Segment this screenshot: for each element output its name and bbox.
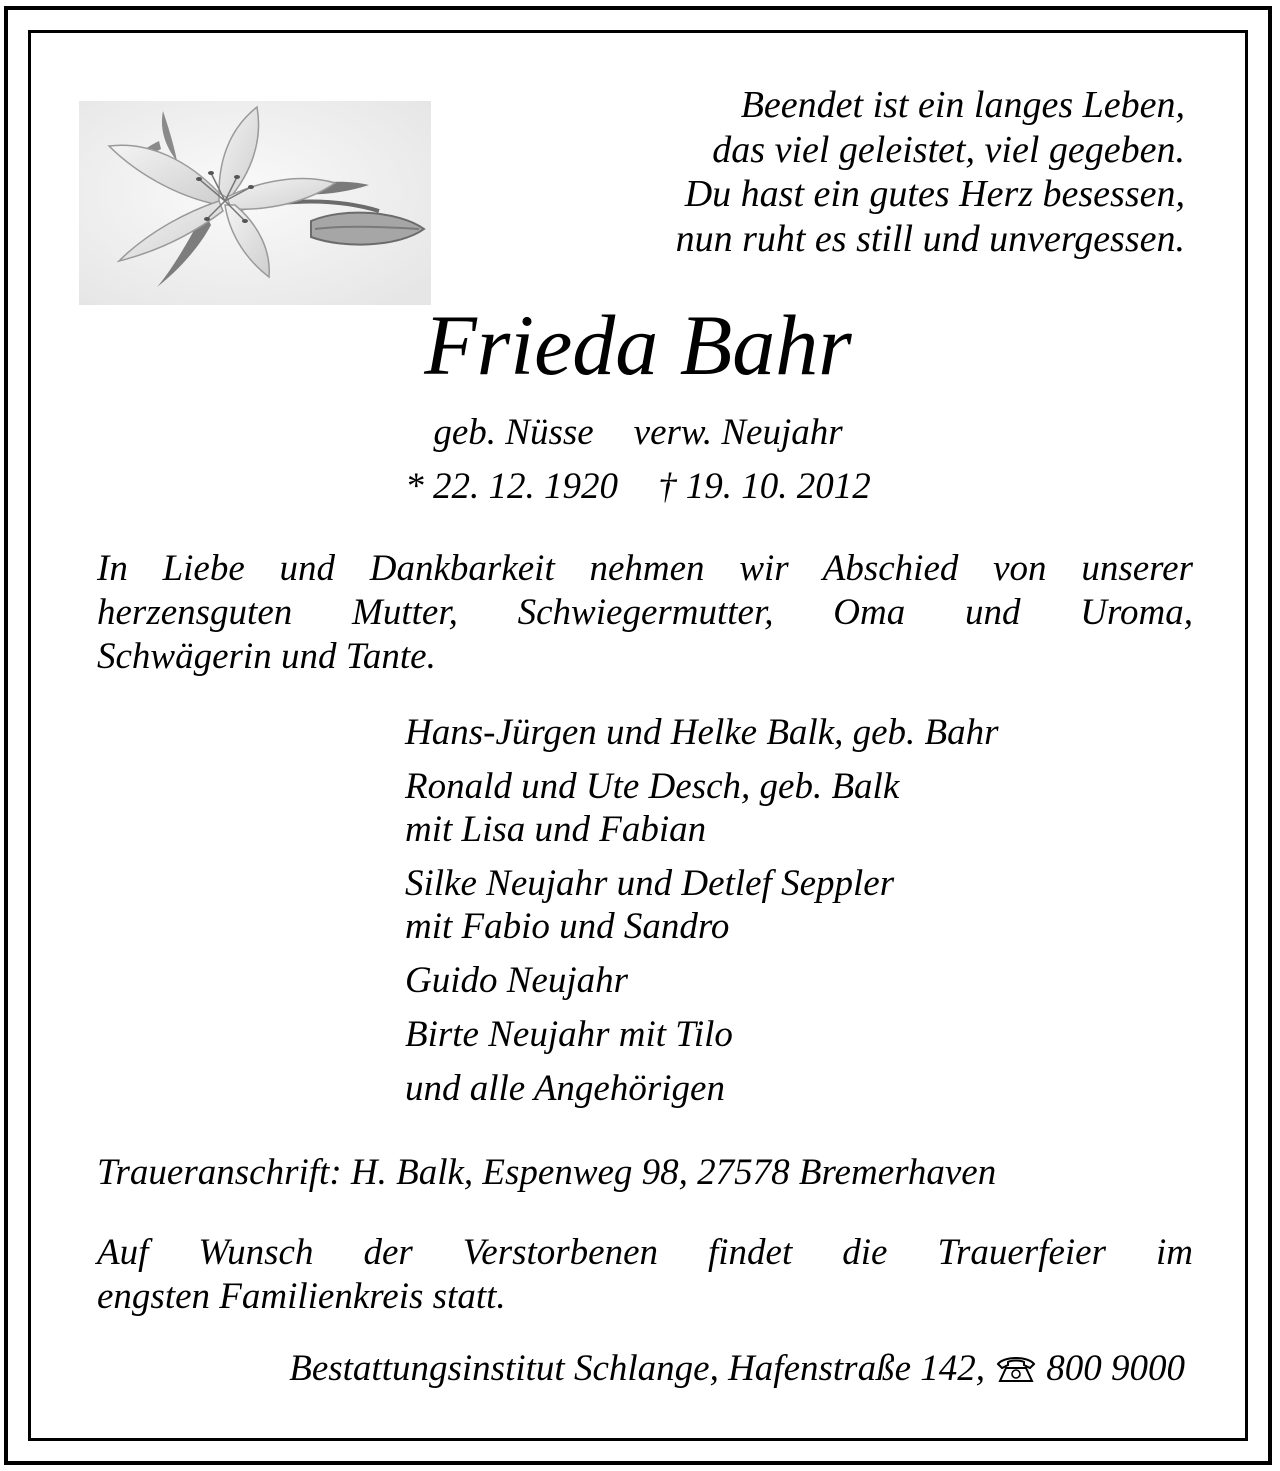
mourner-entry [405, 959, 999, 1002]
ceremony-text [97, 1231, 1193, 1319]
poem [676, 83, 1185, 261]
birth-name: geb. Nüsse [433, 412, 594, 453]
farewell-line: In Liebe und Dankbarkeit nehmen wir Abschied von unserer [97, 548, 1193, 589]
obituary-notice [28, 30, 1248, 1441]
mourner-entry [405, 1067, 999, 1110]
mourner-entry [405, 711, 999, 754]
undertaker-name: Bestattungsinstitut Schlange, Hafenstraße 142, [289, 1348, 985, 1389]
mourner-line: Birte Neujahr mit Tilo [405, 1014, 733, 1055]
undertaker-line [289, 1347, 1185, 1391]
outer-border [4, 6, 1272, 1465]
death-date: † 19. 10. 2012 [658, 466, 871, 507]
mourner-entry [405, 1013, 999, 1056]
ceremony-line: Auf Wunsch der Verstorbenen findet die Trauerfeier im [97, 1232, 1193, 1273]
lily-flower-icon [79, 101, 431, 305]
poem-line: Beendet ist ein langes Leben, [740, 84, 1185, 126]
life-dates [31, 465, 1245, 509]
birth-date: * 22. 12. 1920 [405, 466, 618, 507]
name-details [31, 411, 1245, 455]
telephone-icon [994, 1354, 1038, 1384]
mourning-address: Traueranschrift: H. Balk, Espenweg 98, 27578 Bremerhaven [97, 1152, 997, 1193]
phone-number: 800 9000 [1046, 1348, 1185, 1389]
poem-line: nun ruht es still und unvergessen. [675, 217, 1185, 260]
mourner-line: Guido Neujahr [405, 960, 629, 1001]
poem-line: das viel geleistet, viel gegeben. [712, 128, 1185, 171]
mourner-line: und alle Angehörigen [405, 1068, 725, 1109]
mourner-line: Silke Neujahr und Detlef Seppler [405, 863, 895, 904]
mourners-list [405, 711, 999, 1121]
farewell-line: Schwägerin und Tante. [97, 636, 436, 677]
farewell-line: herzensguten Mutter, Schwiegermutter, Oma und Uroma, [97, 592, 1193, 633]
farewell-text [97, 547, 1193, 679]
mourner-line: mit Fabio und Sandro [405, 906, 730, 947]
mourner-entry [405, 862, 999, 948]
mourner-line: Ronald und Ute Desch, geb. Balk [405, 766, 900, 807]
mourner-entry [405, 765, 999, 851]
deceased-name: Frieda Bahr [424, 297, 852, 393]
ceremony-line: engsten Familienkreis statt. [97, 1276, 506, 1317]
widowed-name: verw. Neujahr [633, 412, 843, 453]
poem-line: Du hast ein gutes Herz besessen, [684, 173, 1185, 215]
mourner-line: Hans-Jürgen und Helke Balk, geb. Bahr [405, 712, 999, 753]
mourner-line: mit Lisa und Fabian [405, 809, 707, 850]
